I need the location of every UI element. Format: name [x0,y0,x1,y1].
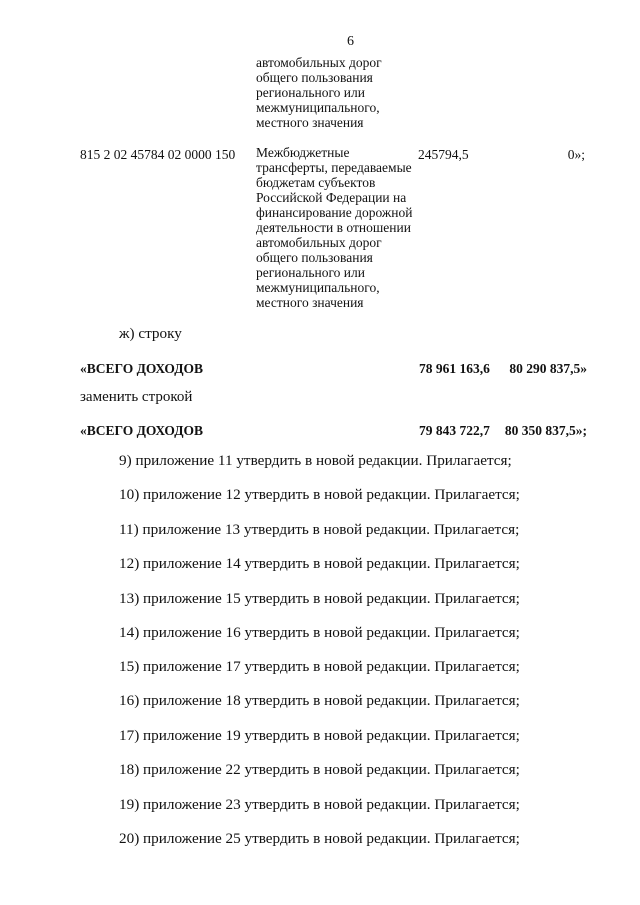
description-line: бюджетам субъектов [256,175,376,190]
list-item: 17) приложение 19 утвердить в новой редакции. Прилагается; [119,727,520,744]
list-item: 12) приложение 14 утвердить в новой редакции. Прилагается; [119,555,520,572]
description-line: общего пользования [256,70,373,85]
total-old-value-2: 80 290 837,5» [509,361,587,376]
list-item: 9) приложение 11 утвердить в новой редакции. Прилагается; [119,452,512,469]
description-line: местного значения [256,115,364,130]
description-line: межмуниципального, [256,280,380,295]
list-item: 11) приложение 13 утвердить в новой редакции. Прилагается; [119,521,520,538]
list-item: 13) приложение 15 утвердить в новой редакции. Прилагается; [119,590,520,607]
row-description [256,145,416,310]
total-old-value-1: 78 961 163,6 [419,361,490,376]
list-item: 20) приложение 25 утвердить в новой редакции. Прилагается; [119,830,520,847]
list-item: 18) приложение 22 утвердить в новой редакции. Прилагается; [119,761,520,778]
list-item: 16) приложение 18 утвердить в новой редакции. Прилагается; [119,692,520,709]
description-line: Межбюджетные [256,145,350,160]
description-line: деятельности в отношении [256,220,411,235]
description-line: местного значения [256,295,364,310]
list-item: 15) приложение 17 утвердить в новой редакции. Прилагается; [119,658,520,675]
total-old-label: «ВСЕГО ДОХОДОВ [80,361,204,376]
description-line: трансферты, передаваемые [256,160,412,175]
description-line: общего пользования [256,250,373,265]
description-line: автомобильных дорог [256,55,382,70]
total-new-label: «ВСЕГО ДОХОДОВ [80,423,204,438]
replace-text: заменить строкой [80,389,193,405]
total-new-value-2: 80 350 837,5»; [504,423,587,438]
description-line: автомобильных дорог [256,235,382,250]
continued-description [256,55,416,130]
description-line: регионального или [256,265,365,280]
description-line: регионального или [256,85,365,100]
description-line: финансирование дорожной [256,205,413,220]
item-zh: ж) строку [119,325,182,342]
page-number: 6 [347,34,354,49]
row-value-1: 245794,5 [418,147,469,162]
description-line: межмуниципального, [256,100,380,115]
list-item: 10) приложение 12 утвердить в новой редакции. Прилагается; [119,486,520,503]
budget-code: 815 2 02 45784 02 0000 150 [80,147,236,162]
row-value-2: 0»; [567,147,585,162]
list-item: 19) приложение 23 утвердить в новой редакции. Прилагается; [119,796,520,813]
total-new-value-1: 79 843 722,7 [419,423,490,438]
description-line: Российской Федерации на [256,190,407,205]
list-item: 14) приложение 16 утвердить в новой редакции. Прилагается; [119,624,520,641]
